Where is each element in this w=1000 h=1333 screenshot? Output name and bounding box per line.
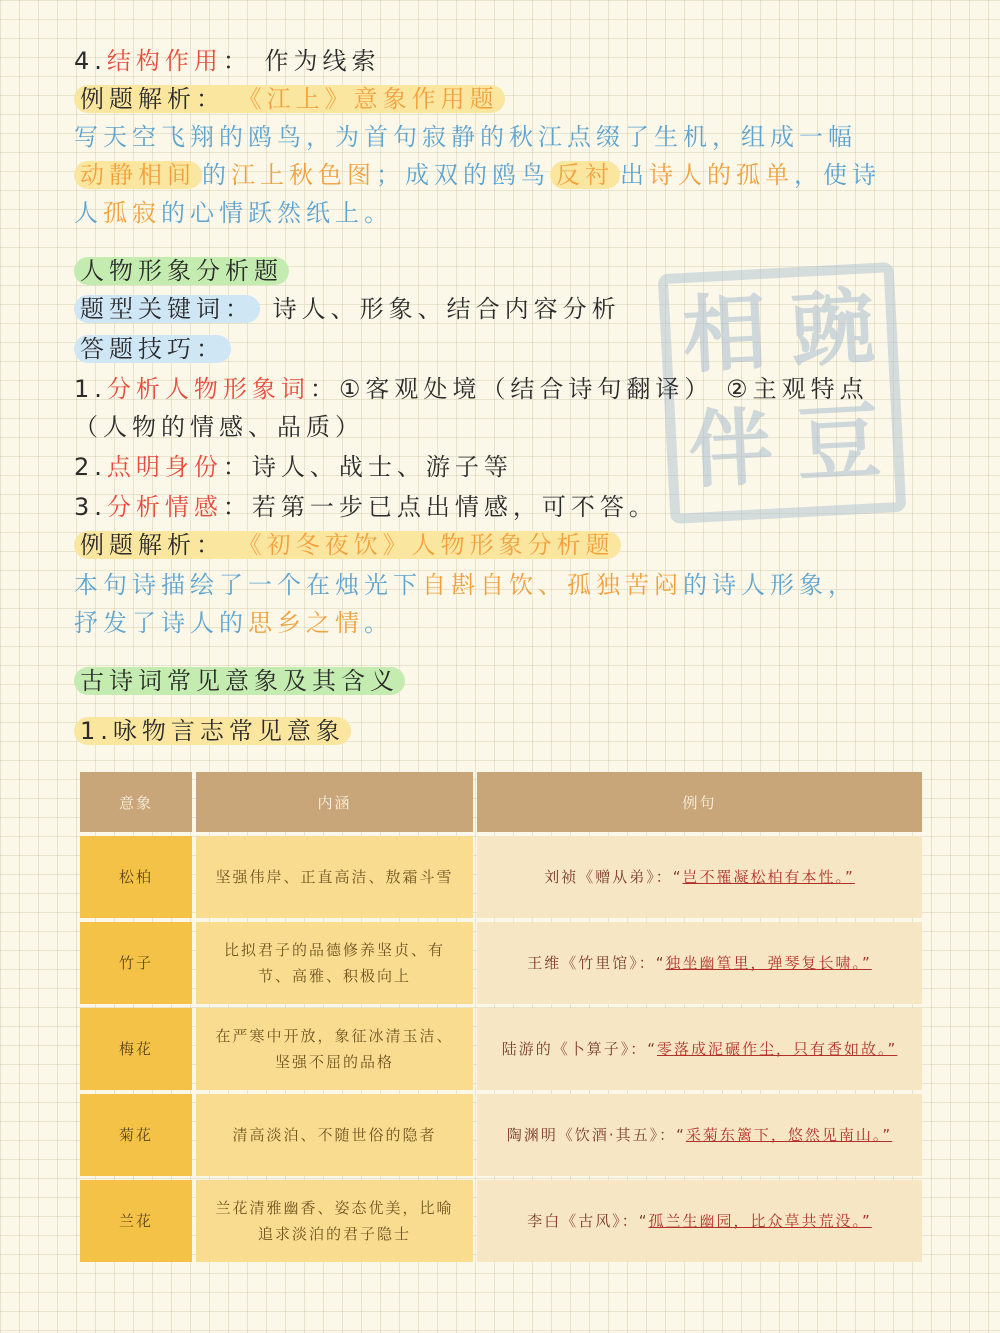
- step-1-continued: （人物的情感、品质）: [74, 413, 364, 441]
- table-row: [80, 1094, 922, 1176]
- cell-example: 刘祯《赠从弟》：“岂不罹凝松柏有本性。”: [477, 836, 922, 918]
- cell-meaning: 清高淡泊、不随世俗的隐者: [196, 1094, 473, 1176]
- cell-meaning: 兰花清雅幽香、姿态优美，比喻追求淡泊的君子隐士: [196, 1180, 473, 1262]
- stamp-char: 豆: [794, 390, 884, 495]
- table-row: [80, 836, 922, 918]
- cell-meaning: 坚强伟岸、正直高洁、敖霜斗雪: [196, 836, 473, 918]
- structure-content: 作为线索: [264, 47, 381, 75]
- cell-meaning: 比拟君子的品德修养坚贞、有节、高雅、积极向上: [196, 922, 473, 1004]
- header-image: 意象: [80, 772, 192, 832]
- tips-label: 答题技巧：: [74, 330, 231, 368]
- structure-paragraph-line-2: 动静相间 的江上秋色图；成双的鸥鸟 反衬 出诗人的孤单，使诗: [74, 156, 881, 194]
- stamp-char: 相: [680, 281, 770, 386]
- table-row: [80, 1008, 922, 1090]
- cell-example: 陶渊明《饮酒·其五》：“采菊东篱下，悠然见南山。”: [477, 1094, 922, 1176]
- imagery-sub-heading: 1.咏物言志常见意象: [74, 712, 351, 750]
- character-heading: 人物形象分析题: [74, 252, 289, 290]
- stamp-char: 伴: [686, 396, 776, 500]
- table-header-row: [80, 772, 922, 832]
- keywords: 诗人、形象、结合内容分析: [272, 295, 621, 323]
- cell-image: 松柏: [80, 836, 192, 918]
- step-3: 3.分析情感：若第一步已点出情感，可不答。: [74, 493, 658, 521]
- step-1: 1.分析人物形象词：①客观处境（结合诗句翻译） ②主观特点: [74, 375, 869, 403]
- cell-image: 兰花: [80, 1180, 192, 1262]
- structure-title: 结构作用: [106, 47, 223, 75]
- structure-paragraph-line-3: 人孤寂的心情跃然纸上。: [74, 199, 393, 227]
- cell-example: 陆游的《卜算子》：“零落成泥碾作尘，只有香如故。”: [477, 1008, 922, 1090]
- table-row: [80, 1180, 922, 1262]
- header-meaning: 内涵: [196, 772, 473, 832]
- table-row: [80, 922, 922, 1004]
- character-paragraph-line-1: 本句诗描绘了一个在烛光下自斟自饮、孤独苦闷的诗人形象，: [74, 571, 857, 599]
- structure-paragraph-line-1: 写天空飞翔的鸥鸟，为首句寂静的秋江点缀了生机，组成一幅: [74, 123, 857, 151]
- cell-meaning: 在严寒中开放，象征冰清玉洁、坚强不屈的品格: [196, 1008, 473, 1090]
- imagery-table: [76, 768, 926, 1266]
- cell-image: 菊花: [80, 1094, 192, 1176]
- character-example: 例题解析： 《初冬夜饮》人物形象分析题: [74, 526, 621, 564]
- header-example: 例句: [477, 772, 922, 832]
- keywords-line: [74, 290, 621, 328]
- character-paragraph-line-2: 抒发了诗人的思乡之情。: [74, 609, 393, 637]
- keywords-label: 题型关键词：: [74, 295, 260, 323]
- structure-example: [74, 80, 505, 118]
- cell-image: 竹子: [80, 922, 192, 1004]
- cell-image: 梅花: [80, 1008, 192, 1090]
- cell-example: 李白《古风》：“孤兰生幽园，比众草共荒没。”: [477, 1180, 922, 1262]
- step-2: 2.点明身份：诗人、战士、游子等: [74, 453, 513, 481]
- stamp-char: 豌: [788, 276, 878, 380]
- structure-heading: 4.结构作用： 作为线索: [74, 47, 381, 75]
- imagery-heading: 古诗词常见意象及其含义: [74, 662, 405, 700]
- cell-example: 王维《竹里馆》：“独坐幽篁里，弹琴复长啸。”: [477, 922, 922, 1004]
- example-label-1: 例题解析： 《江上》意象作用题: [74, 85, 505, 113]
